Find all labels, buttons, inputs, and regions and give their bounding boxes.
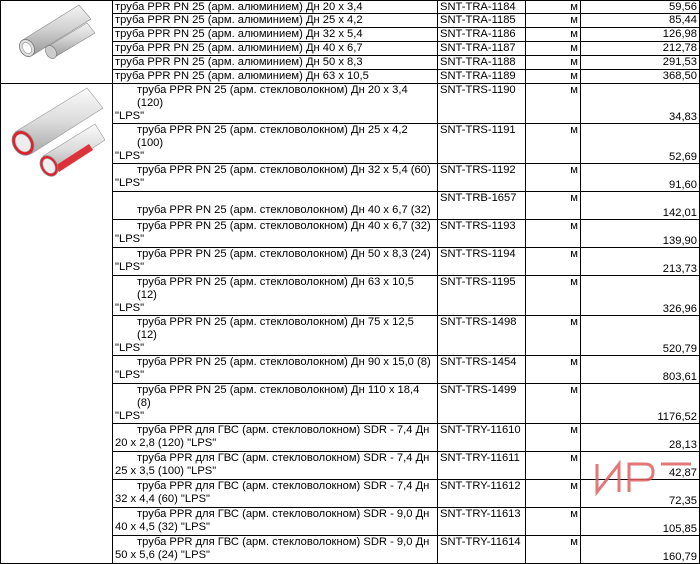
product-price: 803,61 bbox=[581, 356, 700, 384]
product-price: 291,53 bbox=[581, 56, 700, 70]
product-name: труба PPR PN 25 (арм. алюминием) Дн 63 х 10,5 bbox=[113, 70, 438, 84]
product-unit: м bbox=[526, 70, 581, 84]
product-name: труба PPR PN 25 (арм. стекловолокном) Дн 25 х 4,2 (100) "LPS" bbox=[113, 124, 438, 164]
table-row bbox=[1, 84, 700, 124]
product-unit: м bbox=[526, 276, 581, 316]
product-name: труба PPR PN 25 (арм. стекловолокном) Дн 110 х 18,4 (8) "LPS" bbox=[113, 384, 438, 424]
product-code: SNT-TRA-1188 bbox=[438, 56, 526, 70]
product-unit: м bbox=[526, 316, 581, 356]
fiberglass-pipe-image-cell bbox=[1, 84, 113, 564]
product-price: 91,60 bbox=[581, 164, 700, 192]
fiberglass-pipe-icon bbox=[9, 84, 105, 184]
product-unit: м bbox=[526, 220, 581, 248]
product-code: SNT-TRY-11613 bbox=[438, 508, 526, 536]
product-price: 213,73 bbox=[581, 248, 700, 276]
aluminum-pipe-image-cell bbox=[1, 1, 113, 84]
product-code: SNT-TRY-11610 bbox=[438, 424, 526, 452]
product-code: SNT-TRY-11614 bbox=[438, 536, 526, 564]
product-unit: м bbox=[526, 508, 581, 536]
product-name: труба PPR PN 25 (арм. стекловолокном) Дн 75 х 12,5 (12) "LPS" bbox=[113, 316, 438, 356]
product-code: SNT-TRY-11611 bbox=[438, 452, 526, 480]
product-unit: м bbox=[526, 452, 581, 480]
product-name: труба PPR PN 25 (арм. стекловолокном) Дн 63 х 10,5 (12) "LPS" bbox=[113, 276, 438, 316]
product-code: SNT-TRS-1193 bbox=[438, 220, 526, 248]
product-name: труба PPR PN 25 (арм. стекловолокном) Дн 40 х 6,7 (32) bbox=[113, 192, 438, 220]
table-row bbox=[1, 1, 700, 14]
product-unit: м bbox=[526, 248, 581, 276]
product-unit: м bbox=[526, 424, 581, 452]
product-unit: м bbox=[526, 536, 581, 564]
product-code: SNT-TRS-1191 bbox=[438, 124, 526, 164]
product-unit: м bbox=[526, 1, 581, 14]
product-price: 160,79 bbox=[581, 536, 700, 564]
product-name: труба PPR для ГВС (арм. стекловолокном) SDR - 7,4 Дн 32 х 4,4 (60) "LPS" bbox=[113, 480, 438, 508]
watermark-logo-icon bbox=[589, 456, 699, 498]
product-name: труба PPR PN 25 (арм. алюминием) Дн 32 х 5,4 bbox=[113, 28, 438, 42]
product-price: 28,13 bbox=[581, 424, 700, 452]
product-price: 59,56 bbox=[581, 1, 700, 14]
product-code: SNT-TRS-1454 bbox=[438, 356, 526, 384]
product-name: труба PPR PN 25 (арм. стекловолокном) Дн 50 х 8,3 (24) "LPS" bbox=[113, 248, 438, 276]
product-price: 85,44 bbox=[581, 14, 700, 28]
product-name: труба PPR PN 25 (арм. стекловолокном) Дн 20 х 3,4 (120) "LPS" bbox=[113, 84, 438, 124]
product-name: труба PPR для ГВС (арм. стекловолокном) SDR - 7,4 Дн 25 х 3,5 (100) "LPS" bbox=[113, 452, 438, 480]
product-price: 72,35 bbox=[581, 480, 700, 508]
product-price: 42,87 bbox=[581, 452, 700, 480]
product-name: труба PPR PN 25 (арм. стекловолокном) Дн 90 х 15,0 (8) "LPS" bbox=[113, 356, 438, 384]
product-unit: м bbox=[526, 384, 581, 424]
product-name: труба PPR PN 25 (арм. алюминием) Дн 40 х 6,7 bbox=[113, 42, 438, 56]
product-price: 1176,52 bbox=[581, 384, 700, 424]
product-code: SNT-TRS-1190 bbox=[438, 84, 526, 124]
aluminum-pipe-icon bbox=[17, 1, 97, 61]
product-unit: м bbox=[526, 356, 581, 384]
product-code: SNT-TRA-1187 bbox=[438, 42, 526, 56]
product-name: труба PPR PN 25 (арм. алюминием) Дн 50 х 8,3 bbox=[113, 56, 438, 70]
product-price: 326,96 bbox=[581, 276, 700, 316]
product-unit: м bbox=[526, 28, 581, 42]
product-unit: м bbox=[526, 124, 581, 164]
product-unit: м bbox=[526, 480, 581, 508]
product-code: SNT-TRS-1194 bbox=[438, 248, 526, 276]
product-price: 139,90 bbox=[581, 220, 700, 248]
product-unit: м bbox=[526, 14, 581, 28]
product-code: SNT-TRY-11612 bbox=[438, 480, 526, 508]
product-code: SNT-TRB-1657 bbox=[438, 192, 526, 220]
product-code: SNT-TRA-1185 bbox=[438, 14, 526, 28]
product-unit: м bbox=[526, 164, 581, 192]
product-price: 126,98 bbox=[581, 28, 700, 42]
product-price: 520,79 bbox=[581, 316, 700, 356]
product-code: SNT-TRA-1184 bbox=[438, 1, 526, 14]
product-price: 142,01 bbox=[581, 192, 700, 220]
product-code: SNT-TRA-1186 bbox=[438, 28, 526, 42]
product-name: труба PPR PN 25 (арм. стекловолокном) Дн 32 х 5,4 (60) "LPS" bbox=[113, 164, 438, 192]
product-code: SNT-TRS-1499 bbox=[438, 384, 526, 424]
product-unit: м bbox=[526, 56, 581, 70]
product-price: 105,85 bbox=[581, 508, 700, 536]
product-price: 212,78 bbox=[581, 42, 700, 56]
product-unit: м bbox=[526, 192, 581, 220]
product-name: труба PPR для ГВС (арм. стекловолокном) SDR - 7,4 Дн 20 х 2,8 (120) "LPS" bbox=[113, 424, 438, 452]
product-unit: м bbox=[526, 42, 581, 56]
product-name: труба PPR PN 25 (арм. алюминием) Дн 25 х 4,2 bbox=[113, 14, 438, 28]
product-unit: м bbox=[526, 84, 581, 124]
product-name: труба PPR PN 25 (арм. стекловолокном) Дн 40 х 6,7 (32) "LPS" bbox=[113, 220, 438, 248]
product-price: 52,69 bbox=[581, 124, 700, 164]
product-code: SNT-TRS-1195 bbox=[438, 276, 526, 316]
product-name: труба PPR для ГВС (арм. стекловолокном) SDR - 9,0 Дн 50 х 5,6 (24) "LPS" bbox=[113, 536, 438, 564]
product-price: 34,83 bbox=[581, 84, 700, 124]
product-price: 368,50 bbox=[581, 70, 700, 84]
product-name: труба PPR PN 25 (арм. алюминием) Дн 20 х 3,4 bbox=[113, 1, 438, 14]
product-code: SNT-TRS-1498 bbox=[438, 316, 526, 356]
product-code: SNT-TRS-1192 bbox=[438, 164, 526, 192]
product-code: SNT-TRA-1189 bbox=[438, 70, 526, 84]
product-name: труба PPR для ГВС (арм. стекловолокном) SDR - 9,0 Дн 40 х 4,5 (32) "LPS" bbox=[113, 508, 438, 536]
